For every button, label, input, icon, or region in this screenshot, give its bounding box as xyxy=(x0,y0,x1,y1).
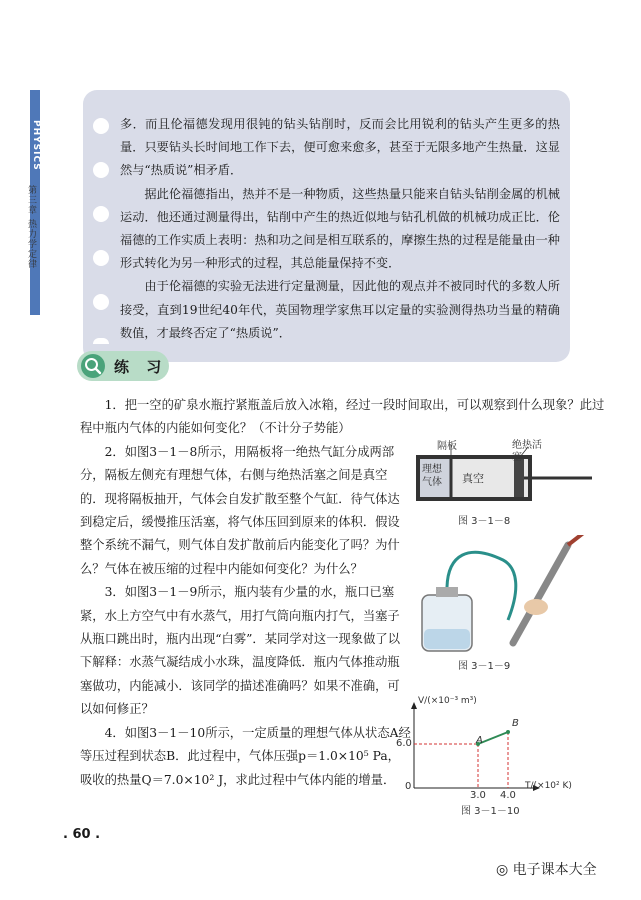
caption-fig-8: 图 3－1－8 xyxy=(458,516,511,527)
point-b xyxy=(506,730,510,734)
graph-ytick: 6.0 xyxy=(396,738,412,749)
stopper xyxy=(436,587,458,597)
label-gas: 理想气体 xyxy=(422,464,442,488)
graph-xlabel: T/(×10² K) xyxy=(525,781,572,791)
caption-fig-10: 图 3－1－10 xyxy=(461,806,520,817)
reading-text xyxy=(120,113,560,345)
water xyxy=(424,629,470,649)
page-number: . 60 . xyxy=(63,827,101,842)
side-physics-label: PHYSICS xyxy=(31,120,41,171)
reading-paragraph-3: 由于伦福德的实验无法进行定量测量，因此他的观点并不被同时代的多数人所接受，直到19世纪40年代，英国物理学家焦耳以定量的实验测得热功当量的精确数值，才最终否定了“热质说”． xyxy=(120,279,560,340)
graph-ylabel: V/(×10⁻³ m³) xyxy=(418,696,477,706)
binder-holes xyxy=(83,118,119,344)
watermark-text: 电子课本大全 xyxy=(512,862,597,878)
magnifier-icon xyxy=(81,354,105,378)
question-4: 4．如图3－1－10所示，一定质量的理想气体从状态A经等压过程到状态B．此过程中，气体压强p＝1.0×10⁵ Pa，吸收的热量Q＝7.0×10² J，求此过程中气体内能的增量． xyxy=(80,725,411,787)
binder-hole-icon xyxy=(93,294,109,310)
side-chapter-label: 第三章 热力学定律 xyxy=(26,185,36,269)
question-1: 1．把一空的矿泉水瓶拧紧瓶盖后放入冰箱，经过一段时间取出，可以观察到什么现象？此过程中瓶内气体的内能如何变化？（不计分子势能） xyxy=(80,398,605,436)
binder-hole-icon xyxy=(93,162,109,178)
graph-point-a-label: A xyxy=(476,735,483,746)
watermark xyxy=(496,859,597,879)
binder-hole-icon xyxy=(93,118,109,134)
label-partition: 隔板 xyxy=(437,441,457,452)
graph-origin: 0 xyxy=(405,781,412,792)
label-piston: 绝热活塞 xyxy=(512,440,542,463)
graph-point-b-label: B xyxy=(512,718,519,729)
exercise-header xyxy=(77,351,169,381)
y-arrow-icon xyxy=(411,702,417,709)
figure-3-1-9 xyxy=(408,535,603,653)
graph-xtick-2: 4.0 xyxy=(500,790,516,801)
pump-handle xyxy=(568,535,586,545)
binder-hole-icon xyxy=(93,250,109,266)
question-3: 3．如图3－1－9所示，瓶内装有少量的水，瓶口已塞紧，水上方空气中有水蒸气，用打气筒向瓶内打气，当塞子从瓶口跳出时，瓶内出现“白雾”．某同学对这一现象做了以下解释：水蒸气凝结成小水珠，温度降低．瓶内气体推动瓶塞做功，内能减小．该同学的描述准确吗？如果不准确，可以如何修正？ xyxy=(80,585,400,717)
hand xyxy=(524,599,548,615)
binder-hole-icon xyxy=(93,206,109,222)
label-vacuum: 真空 xyxy=(462,472,484,485)
wechat-icon: ◎ xyxy=(496,862,509,878)
piston xyxy=(514,459,524,497)
graph-xtick-1: 3.0 xyxy=(470,790,486,801)
pump-barrel xyxy=(513,545,568,643)
caption-fig-9: 图 3－1－9 xyxy=(458,661,511,672)
exercise-title: 练 习 xyxy=(114,358,168,376)
binder-hole-icon xyxy=(93,338,109,344)
reading-paragraph-2: 据此伦福德指出，热并不是一种物质，这些热量只能来自钻头钻削金属的机械运动．他还通过测量得出，钻削中产生的热近似地与钻孔机做的机械功成正比．伦福德的工作实质上表明：热和功之间是相互联系的，摩擦生热的过程是能量由一种形式转化为另一种形式的过程，其总能量保持不变． xyxy=(120,186,560,271)
question-2: 2．如图3－1－8所示，用隔板将一绝热气缸分成两部分，隔板左侧充有理想气体，右侧与绝热活塞之间是真空的．现将隔板抽开，气体会自发扩散至整个气缸．待气体达到稳定后，缓慢推压活塞，将气体压回到原来的体积．假设整个系统不漏气，则气体自发扩散前后内能变化了吗？为什么？气体在被压缩的过程中内能如何变化？为什么？ xyxy=(80,444,400,576)
reading-paragraph-1: 多．而且伦福德发现用很钝的钻头钻削时，反而会比用锐利的钻头产生更多的热量．只要钻头长时间地工作下去，便可愈来愈多，甚至于无限多地产生热量．这显然与“热质说”相矛盾． xyxy=(120,117,560,178)
